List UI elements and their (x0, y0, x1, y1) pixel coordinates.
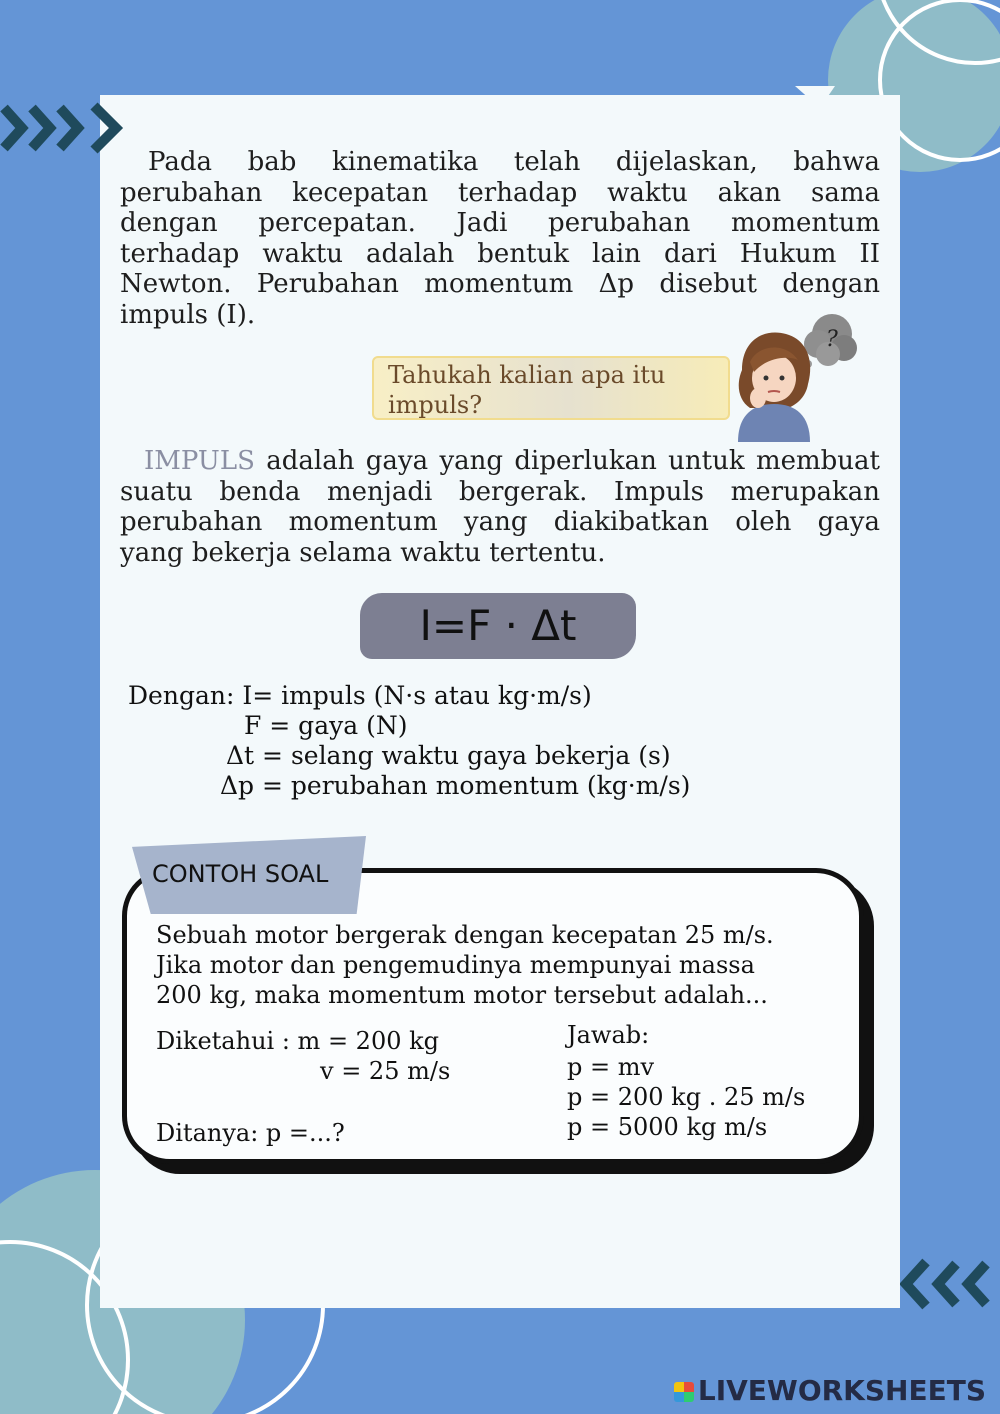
problem-line: 200 kg, maka momentum motor tersebut adalah... (156, 981, 768, 1009)
question-line: Tahukah kalian apa itu (388, 361, 666, 389)
definition-line: yang bekerja selama waktu tertentu. (120, 537, 606, 568)
impulse-formula: I=F · Δt (360, 593, 636, 659)
answer-line: p = 200 kg . 25 m/s (567, 1083, 806, 1111)
definition-line (120, 446, 880, 477)
thinking-girl-illustration (728, 300, 864, 442)
thought-cloud-icon (804, 314, 857, 368)
definition-line-rest: adalah gaya yang diperlukan untuk membuat (254, 446, 880, 476)
liveworksheets-icon (674, 1382, 694, 1402)
example-tag-label: CONTOH SOAL (152, 860, 329, 888)
answer-line: Jawab: (567, 1021, 650, 1049)
definition-paragraph (120, 446, 880, 568)
problem-line: Sebuah motor bergerak dengan kecepatan 25 m/s. (156, 921, 774, 949)
answer-line: p = 5000 kg m/s (567, 1113, 768, 1141)
question-line: impuls? (388, 391, 483, 419)
known-line: Diketahui : m = 200 kg (156, 1027, 440, 1055)
panel-corner-fold (795, 86, 845, 116)
definition-line: suatu benda menjadi bergerak. Impuls merupakan (120, 476, 880, 507)
liveworksheets-logo[interactable] (674, 1374, 986, 1407)
liveworksheets-wordmark: LIVEWORKSHEETS (697, 1374, 986, 1407)
answer-line: p = mv (567, 1053, 655, 1081)
impuls-keyword: IMPULS (144, 446, 255, 476)
definition-line: perubahan momentum yang diakibatkan oleh gaya (120, 507, 880, 537)
intro-line: perubahan kecepatan terhadap waktu akan sama (120, 177, 880, 208)
svg-text:?: ? (826, 327, 838, 352)
chevrons-right-icon (0, 100, 132, 156)
variable-definition: F = gaya (N) (244, 711, 408, 740)
intro-line: dengan percepatan. Jadi perubahan momentum (120, 208, 880, 238)
intro-line: terhadap waktu adalah bentuk lain dari Hukum II (120, 238, 880, 269)
question-callout (372, 356, 730, 420)
asked-line: Ditanya: p =...? (156, 1119, 345, 1147)
intro-line: Newton. Perubahan momentum Δp disebut dengan (120, 269, 880, 299)
problem-line: Jika motor dan pengemudinya mempunyai massa (156, 951, 755, 979)
known-line: v = 25 m/s (320, 1057, 451, 1085)
variable-definition: Δp = perubahan momentum (kg·m/s) (220, 771, 691, 800)
intro-line: Pada bab kinematika telah dijelaskan, bahwa (148, 147, 880, 177)
intro-line: impuls (I). (120, 299, 256, 330)
variable-definition: Δt = selang waktu gaya bekerja (s) (226, 741, 671, 770)
chevrons-left-icon (900, 1256, 1000, 1312)
variable-definition: Dengan: I= impuls (N·s atau kg·m/s) (128, 681, 592, 710)
